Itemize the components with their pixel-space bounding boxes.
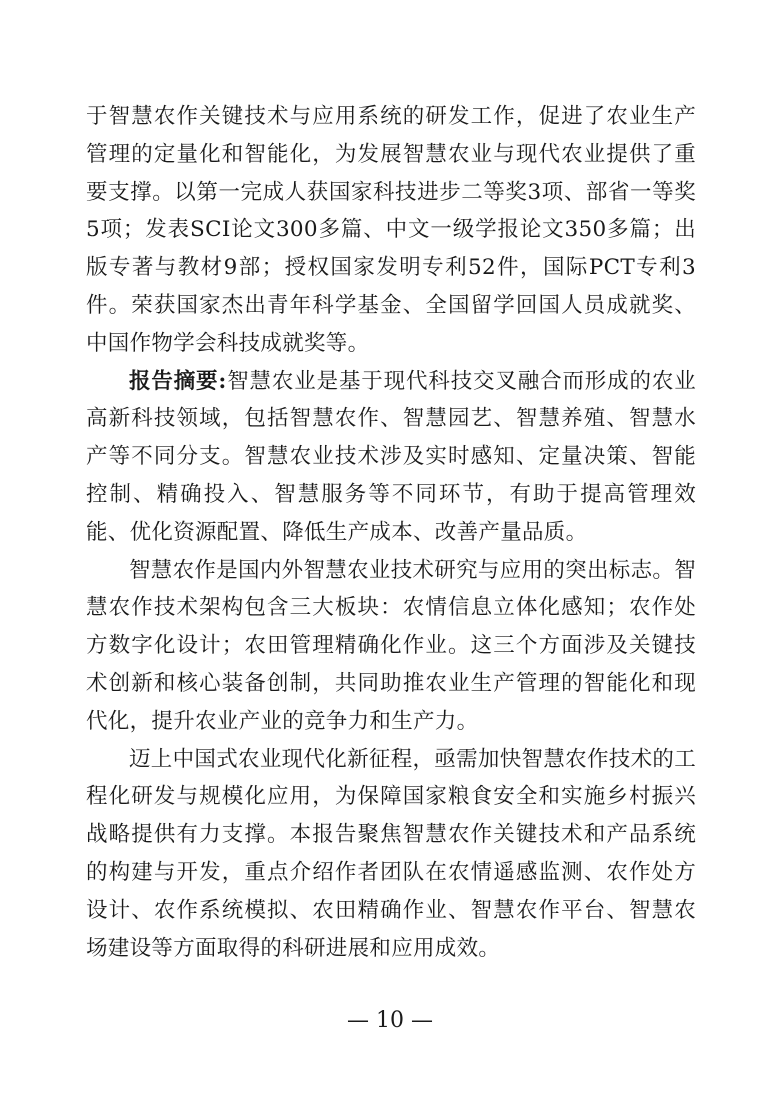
paragraph-text: 智慧农业是基于现代科技交叉融合而形成的农业高新科技领域，包括智慧农作、智慧园艺、智慧养殖、智慧水产等不同分支。智慧农业技术涉及实时感知、定量决策、智能控制、精确投入、智慧服务等不同环节，有助于提高管理效能、优化资源配置、降低生产成本、改善产量品质。 [86,368,696,545]
paragraph-text: 于智慧农作关键技术与应用系统的研发工作，促进了农业生产管理的定量化和智能化，为发展智慧农业与现代农业提供了重要支撑。以第一完成人获国家科技进步二等奖3项、部省一等奖5项；发表SCI论文300多篇、中文一级学报论文350多篇；出版专著与教材9部；授权国家发明专利52件，国际PCT专利3件。荣获国家杰出青年科学基金、全国留学回国人员成就奖、中国作物学会科技成就奖等。 [86,104,696,356]
paragraph-abstract-intro [86,363,696,552]
paragraph-text: 智慧农作是国内外智慧农业技术研究与应用的突出标志。智慧农作技术架构包含三大板块：农情信息立体化感知；农作处方数字化设计；农田管理精确化作业。这三个方面涉及关键技术创新和核心装备创制，共同助推农业生产管理的智能化和现代化，提升农业产业的竞争力和生产力。 [86,557,696,734]
paragraph-text: 迈上中国式农业现代化新征程，亟需加快智慧农作技术的工程化研发与规模化应用，为保障国家粮食安全和实施乡村振兴战略提供有力支撑。本报告聚焦智慧农作关键技术和产品系统的构建与开发，重点介绍作者团队在农情遥感监测、农作处方设计、农作系统模拟、农田精确作业、智慧农作平台、智慧农场建设等方面取得的科研进展和应用成效。 [86,746,696,961]
abstract-heading: 报告摘要: [129,368,227,394]
paragraph-abstract-framework [86,552,696,741]
document-body [86,98,696,967]
page-number: — 10 — [347,1008,433,1033]
paragraph-abstract-focus [86,741,696,968]
paragraph-bio-continuation [86,98,696,363]
